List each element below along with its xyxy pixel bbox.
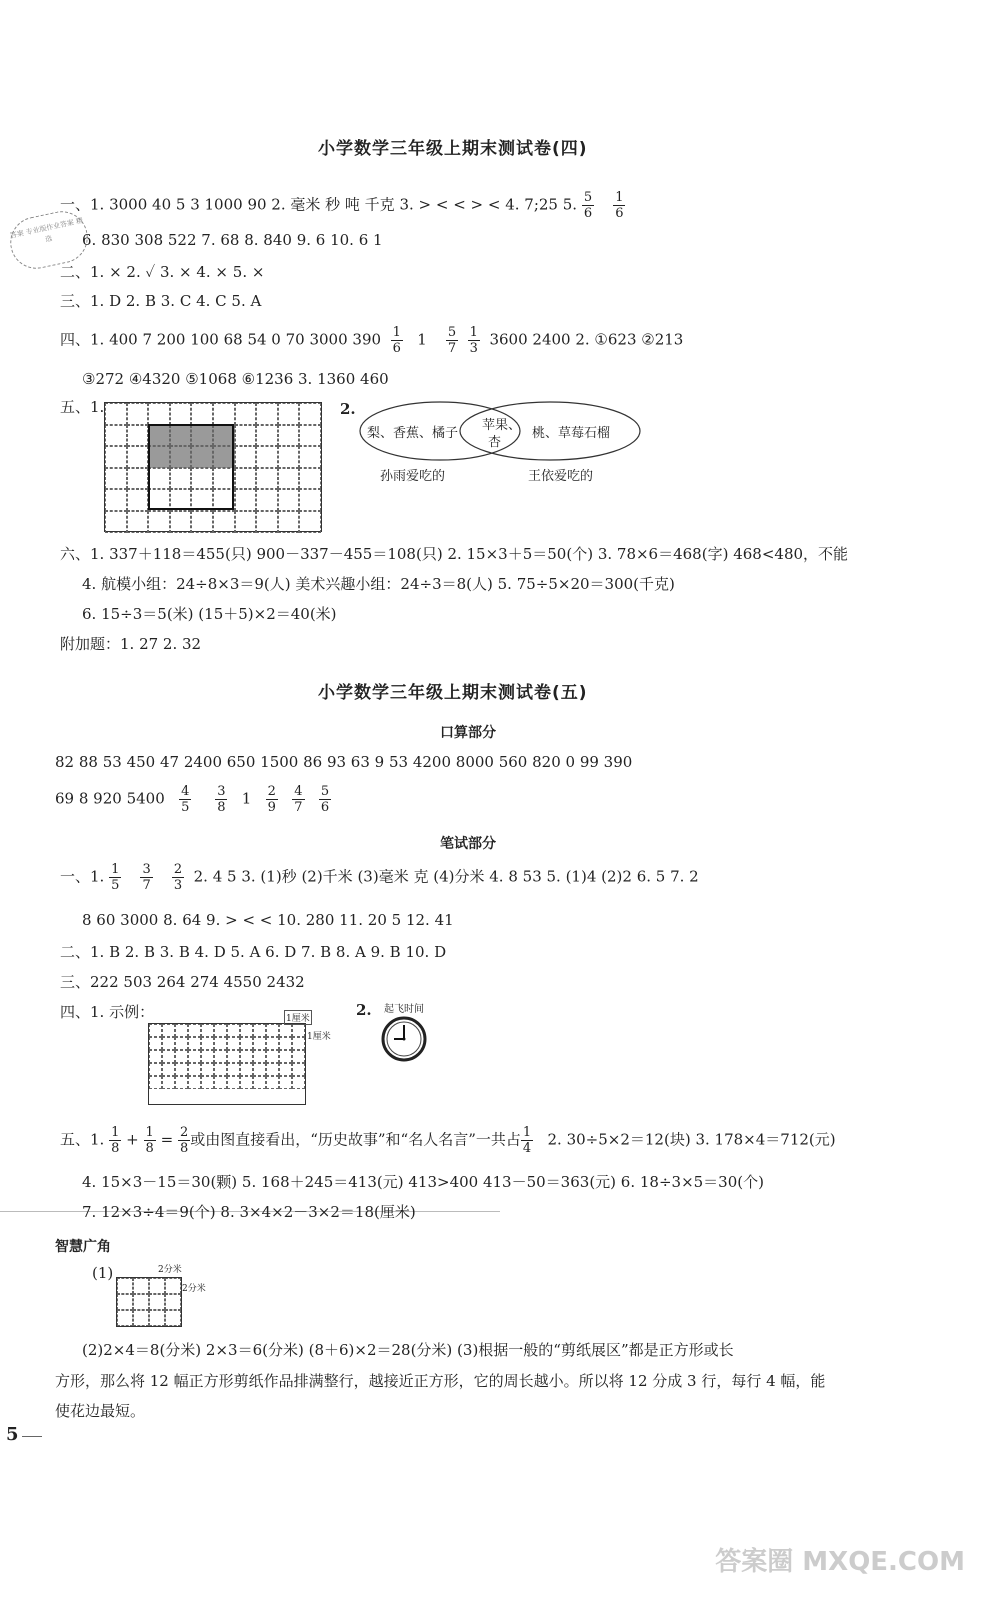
grid-cell [240, 1076, 253, 1089]
grid-cell [235, 489, 257, 511]
fraction-den: 7 [447, 341, 457, 356]
written-section1-line1 [60, 862, 699, 893]
grid-cell [253, 1037, 266, 1050]
fraction-den: 8 [179, 1141, 189, 1156]
grid-cell [201, 1050, 214, 1063]
grid-cell [149, 1076, 162, 1089]
fraction [582, 190, 594, 221]
venn-mid-label-1: 苹果、 [482, 418, 522, 433]
grid-cell [227, 1024, 240, 1037]
grid-cell [213, 403, 235, 425]
fraction-num: 5 [320, 784, 330, 799]
grid-cell [253, 1076, 266, 1089]
grid-cell [149, 1050, 162, 1063]
grid-cell [127, 489, 149, 511]
test4-section2: 二、1. × 2. ✓ 3. × 4. × 5. × [60, 263, 265, 281]
grid-cell [214, 1050, 227, 1063]
grid-cell [162, 1037, 175, 1050]
grid-cell [105, 468, 127, 490]
fraction [109, 1125, 121, 1156]
grid-cell [266, 1037, 279, 1050]
grid-cell [256, 511, 278, 533]
fraction-den: 4 [522, 1141, 532, 1156]
grid-cell [148, 403, 170, 425]
venn-caption-left: 孙雨爱吃的 [380, 469, 446, 484]
grid-cell [201, 1037, 214, 1050]
shape-outline [148, 424, 234, 510]
grid-cell [299, 468, 321, 490]
test4-extra: 附加题：1. 27 2. 32 [60, 635, 202, 653]
dm-label-2: 2分米 [182, 1284, 206, 1294]
grid-cell [292, 1063, 305, 1076]
grid-cell [256, 425, 278, 447]
fraction [391, 325, 403, 356]
grid-cell [235, 403, 257, 425]
grid-cell [235, 511, 257, 533]
grid-cell [214, 1076, 227, 1089]
grid-cell [188, 1076, 201, 1089]
grid-cell [299, 489, 321, 511]
venn-caption-right: 王依爱吃的 [528, 469, 594, 484]
oral-2b: 1 [241, 789, 252, 808]
test4-section4-line1 [60, 325, 683, 356]
fraction-den: 7 [142, 878, 151, 893]
written-section2: 二、1. B 2. B 3. B 4. D 5. A 6. D 7. B 8. A 9. B 10. D [60, 943, 447, 961]
grid-cell [133, 1294, 149, 1310]
w5a-post: 2. 30÷5×2＝12(块) 3. 178×4＝712(元) [547, 1130, 836, 1149]
fraction-den: 5 [181, 800, 190, 815]
fraction [179, 784, 191, 815]
test4-section4-line2: ③272 ④4320 ⑤1068 ⑥1236 3. 1360 460 [82, 370, 389, 388]
test4-section6-line2: 4. 航模小组：24÷8×3＝9(人) 美术兴趣小组：24÷3＝8(人) 5. 75÷5×20＝300(千克) [82, 575, 675, 593]
grid-cell [278, 511, 300, 533]
fraction [468, 325, 480, 356]
page-number: 5 [6, 1424, 19, 1445]
grid-cell [162, 1063, 175, 1076]
grid-cell [149, 1037, 162, 1050]
grid-cell [175, 1050, 188, 1063]
fraction [521, 1125, 533, 1156]
fraction-den: 5 [111, 878, 120, 893]
grid-cell [127, 425, 149, 447]
test4-s4a-3: 3600 2400 2. ①623 ②213 [489, 330, 684, 349]
grid-cell [235, 468, 257, 490]
grid-cell [227, 1037, 240, 1050]
grid-cell [201, 1076, 214, 1089]
grid-cell [175, 1024, 188, 1037]
grid-cell [175, 1076, 188, 1089]
grid-cell [266, 1076, 279, 1089]
venn-right-label: 桃、草莓石榴 [532, 426, 611, 441]
grid-cell [117, 1294, 133, 1310]
fraction [446, 325, 458, 356]
grid-cell [278, 403, 300, 425]
w1-pre: 一、1. [60, 867, 105, 886]
grid-cell [214, 1037, 227, 1050]
test4-section1-line2: 6. 830 308 522 7. 68 8. 840 9. 6 10. 6 1 [82, 231, 383, 249]
fraction-den: 8 [217, 800, 226, 815]
grid-cell [235, 446, 257, 468]
grid-cell [127, 468, 149, 490]
dm-label-1: 2分米 [158, 1265, 182, 1275]
fraction-den: 3 [469, 341, 478, 356]
test4-section5-label: 五、1. [60, 398, 105, 416]
test4-s4a-2: 1 [417, 330, 427, 349]
fraction [319, 784, 331, 815]
grid-cell [256, 403, 278, 425]
fraction-num: 3 [142, 862, 151, 877]
grid-cell [105, 425, 127, 447]
written-section4-2: 2. [356, 1001, 372, 1019]
written-section5-line2: 4. 15×3－15＝30(颗) 5. 168＋245＝413(元) 413>400 413－50＝363(元) 6. 18÷3×5＝30(个) [82, 1173, 764, 1191]
fraction [172, 862, 184, 893]
grid-cell [188, 1024, 201, 1037]
grid-cell [105, 511, 127, 533]
fraction-num: 4 [294, 784, 303, 799]
grid-cell [175, 1037, 188, 1050]
grid-cell [105, 403, 127, 425]
grid-cell [299, 425, 321, 447]
w1-post: 2. 4 5 3. (1)秒 (2)千米 (3)毫米 克 (4)分米 4. 8 53 5. (1)4 (2)2 6. 5 7. 2 [193, 867, 699, 886]
cm-label-2: 1厘米 [307, 1032, 331, 1042]
grid-cell [235, 425, 257, 447]
fraction-num: 1 [111, 862, 120, 877]
test4-title: 小学数学三年级上期末测试卷(四) [318, 139, 588, 159]
grid-cell [240, 1024, 253, 1037]
grid-cell [266, 1063, 279, 1076]
fraction-den: 6 [615, 206, 624, 221]
fraction-den: 6 [320, 800, 330, 815]
fraction-num: 3 [217, 784, 226, 799]
grid-cell [299, 511, 321, 533]
fraction [140, 862, 152, 893]
fraction [109, 862, 121, 893]
grid-cell [201, 1063, 214, 1076]
fraction-den: 3 [173, 878, 183, 893]
grid-cell [240, 1037, 253, 1050]
venn-left-label: 梨、香蕉、橘子 [367, 426, 459, 441]
test4-section6-line3: 6. 15÷3＝5(米) (15＋5)×2＝40(米) [82, 605, 337, 623]
test4-section3: 三、1. D 2. B 3. C 4. C 5. A [60, 292, 262, 310]
grid-cell [165, 1294, 181, 1310]
written-section3: 三、222 503 264 274 4550 2432 [60, 973, 305, 991]
grid-cell [253, 1050, 266, 1063]
written-section1-line2: 8 60 3000 8. 64 9. > < < 10. 280 11. 20 5 12. 41 [82, 911, 454, 929]
grid-cell [149, 1310, 165, 1326]
grid-cell [266, 1024, 279, 1037]
grid-cell [279, 1024, 292, 1037]
grid-cell [299, 403, 321, 425]
grid-cell [214, 1024, 227, 1037]
oral-line2 [55, 784, 331, 815]
grid-cell [292, 1024, 305, 1037]
grid-cell [279, 1063, 292, 1076]
grid-cell [149, 1024, 162, 1037]
clock-label: 起飞时间 [384, 1004, 424, 1015]
test4-section6-line1: 六、1. 337＋118＝455(只) 900－337－455＝108(只) 2. 15×3＋5＝50(个) 3. 78×6＝468(字) 468<480，不能 [60, 545, 849, 563]
fraction-num: 2 [173, 862, 183, 877]
grid-cell [127, 446, 149, 468]
oral-line1: 82 88 53 450 47 2400 650 1500 86 93 63 9 53 4200 8000 560 820 0 99 390 [55, 753, 633, 771]
test4-section5-2: 2. [340, 400, 356, 418]
wisdom-title: 智慧广角 [55, 1239, 111, 1255]
grid-cell [279, 1050, 292, 1063]
grid-cell [256, 468, 278, 490]
grid-cell [133, 1278, 149, 1294]
fraction [266, 784, 278, 815]
fraction [292, 784, 304, 815]
grid-cell [149, 1063, 162, 1076]
written-section5-line3: 7. 12×3÷4＝9(个) 8. 3×4×2－3×2＝18(厘米) [82, 1203, 416, 1221]
plus-sign: + [126, 1130, 139, 1149]
fraction-den: 8 [145, 1141, 154, 1156]
test4-s4a-1: 四、1. 400 7 200 100 68 54 0 70 3000 390 [60, 330, 382, 349]
cm-label-1: 1厘米 [284, 1010, 312, 1025]
grid-cell [278, 425, 300, 447]
grid-cell [149, 1278, 165, 1294]
fraction-num: 1 [111, 1125, 120, 1140]
grid-cell [214, 1063, 227, 1076]
grid-cell [227, 1050, 240, 1063]
written-section5-line1 [60, 1125, 836, 1156]
grid-cell [292, 1050, 305, 1063]
grid-cell [279, 1076, 292, 1089]
grid-figure [104, 402, 322, 532]
grid-cell [201, 1024, 214, 1037]
grid-cell [240, 1050, 253, 1063]
grid-cell [162, 1050, 175, 1063]
grid-cell [188, 1063, 201, 1076]
fraction-den: 9 [267, 800, 276, 815]
grid-cell [148, 511, 170, 533]
venn-mid-label-2: 杏 [488, 435, 502, 450]
grid-cell [133, 1310, 149, 1326]
grid-cell [165, 1278, 181, 1294]
grid-cell [256, 489, 278, 511]
grid-cell [162, 1076, 175, 1089]
wisdom-2-line3: 使花边最短。 [55, 1402, 146, 1420]
grid-cell [162, 1024, 175, 1037]
page-number-dash [22, 1436, 42, 1437]
fraction-den: 6 [392, 341, 401, 356]
fraction-num: 5 [447, 325, 457, 340]
grid-cell [253, 1024, 266, 1037]
grid-cell [170, 403, 192, 425]
grid-cell [188, 1037, 201, 1050]
fraction [215, 784, 227, 815]
wisdom-2-line1: (2)2×4＝8(分米) 2×3＝6(分米) (8＋6)×2＝28(分米) (3)根据一般的“剪纸展区”都是正方形或长 [82, 1341, 734, 1359]
grid-cell [105, 446, 127, 468]
grid-cell [278, 489, 300, 511]
watermark: 答案圈 MXQE.COM [715, 1547, 965, 1577]
grid-cell [127, 511, 149, 533]
grid-figure-3 [116, 1277, 182, 1327]
grid-cell [292, 1037, 305, 1050]
grid-cell [170, 511, 192, 533]
grid-cell [175, 1063, 188, 1076]
grid-cell [240, 1063, 253, 1076]
grid-cell [105, 489, 127, 511]
fraction-num: 1 [522, 1125, 532, 1140]
wisdom-1: (1) [92, 1264, 114, 1282]
grid-cell [227, 1076, 240, 1089]
grid-cell [227, 1063, 240, 1076]
fraction-den: 8 [111, 1141, 120, 1156]
grid-cell [253, 1063, 266, 1076]
fraction-den: 7 [294, 800, 303, 815]
test4-section1-line1 [60, 190, 625, 221]
wisdom-2-line2: 方形，那么将 12 幅正方形剪纸作品排满整行，越接近正方形，它的周长越小。所以将 12 分成 3 行，每行 4 幅，能 [55, 1372, 826, 1390]
grid-cell [266, 1050, 279, 1063]
grid-cell [278, 468, 300, 490]
grid-figure-2 [148, 1023, 306, 1105]
fraction-num: 4 [181, 784, 190, 799]
grid-cell [191, 511, 213, 533]
grid-cell [165, 1310, 181, 1326]
fraction-num: 1 [392, 325, 401, 340]
fraction-num: 1 [469, 325, 478, 340]
oral-section-title: 口算部分 [440, 725, 496, 741]
grid-cell [188, 1050, 201, 1063]
grid-cell [292, 1076, 305, 1089]
grid-cell [213, 511, 235, 533]
fraction-num: 2 [179, 1125, 189, 1140]
written-section4: 四、1. 示例： [60, 1003, 155, 1021]
w5a-mid: 或由图直接看出，“历史故事”和“名人名言”一共占 [190, 1130, 521, 1149]
grid-cell [149, 1294, 165, 1310]
written-section-title: 笔试部分 [440, 836, 496, 852]
stamp: 答案 专业版作业答案 精选 [5, 206, 92, 273]
fraction-num: 5 [583, 190, 593, 205]
grid-cell [117, 1278, 133, 1294]
test5-title: 小学数学三年级上期末测试卷(五) [318, 683, 588, 703]
grid-cell [127, 403, 149, 425]
test4-s1a: 一、1. 3000 40 5 3 1000 90 2. 毫米 秒 吨 千克 3. > < < > < 4. 7;25 5. [60, 195, 578, 214]
fraction [144, 1125, 156, 1156]
grid-cell [256, 446, 278, 468]
grid-cell [191, 403, 213, 425]
grid-cell [279, 1037, 292, 1050]
w5a-pre: 五、1. [60, 1130, 105, 1149]
fraction [613, 190, 625, 221]
clock-icon [380, 1015, 428, 1063]
grid-cell [278, 446, 300, 468]
fraction-num: 2 [267, 784, 276, 799]
oral-2a: 69 8 920 5400 [55, 789, 165, 808]
fraction [178, 1125, 190, 1156]
fraction-num: 1 [615, 190, 624, 205]
equals-sign: = [160, 1130, 174, 1149]
fraction-den: 6 [583, 206, 593, 221]
grid-cell [299, 446, 321, 468]
grid-cell [117, 1310, 133, 1326]
fraction-num: 1 [145, 1125, 154, 1140]
